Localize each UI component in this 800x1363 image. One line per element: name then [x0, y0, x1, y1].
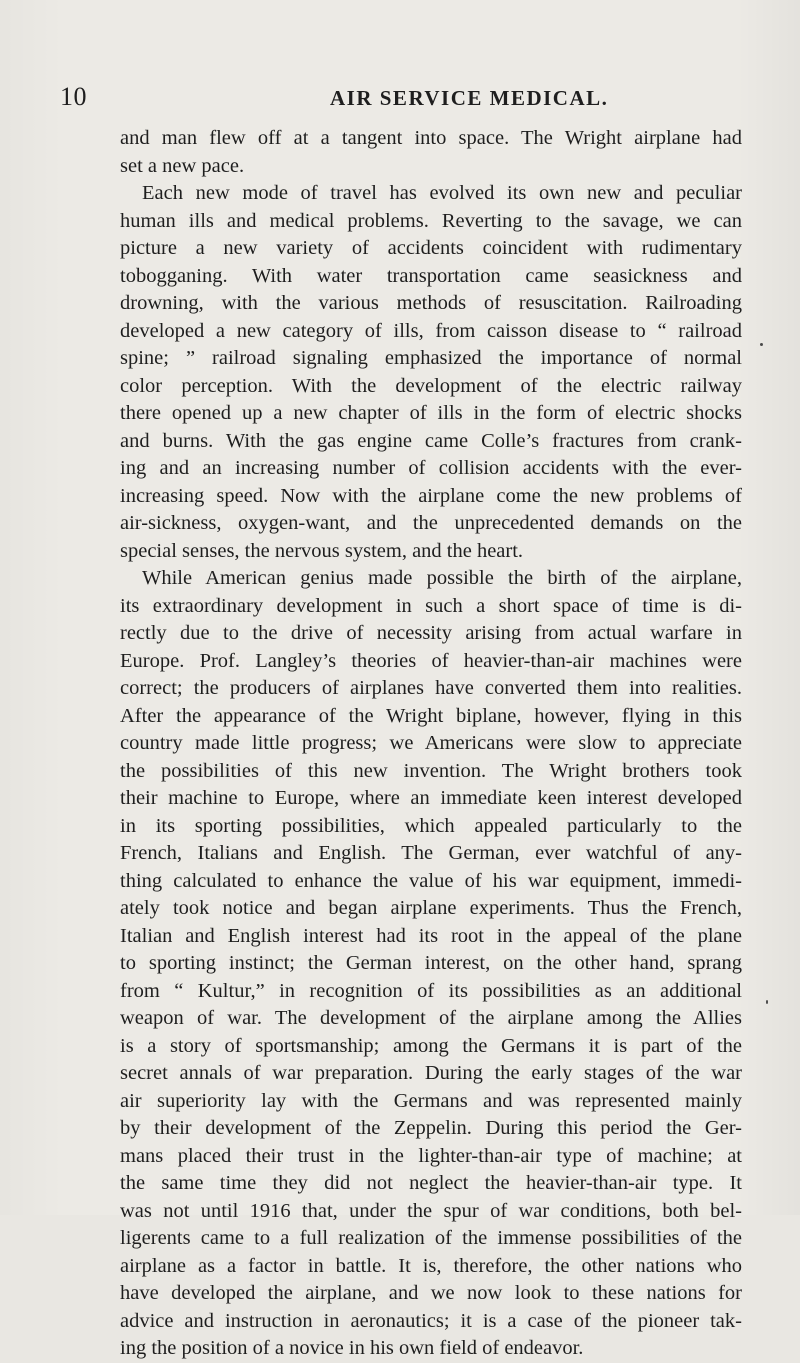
text-line: air superiority lay with the Germans and was represented mainly — [120, 1089, 742, 1112]
running-head: AIR SERVICE MEDICAL. — [330, 86, 609, 110]
body-text — [120, 125, 742, 1363]
paper-speck — [766, 1000, 768, 1004]
text-line: mans placed their trust in the lighter-than-air type of machine; at — [120, 1144, 742, 1167]
text-line: drowning, with the various methods of resuscitation. Railroading — [120, 292, 742, 314]
text-line: is a story of sportsmanship; among the Germans it is part of the — [120, 1034, 742, 1057]
text-line: the possibilities of this new invention. The Wright brothers took — [120, 759, 742, 782]
text-line: ing the position of a novice in his own field of endeavor. — [120, 1337, 584, 1359]
text-line: Each new mode of travel has evolved its own new and peculiar — [142, 182, 742, 204]
text-line: While American genius made possible the birth of the airplane, — [142, 567, 742, 589]
text-line: the same time they did not neglect the heavier-than-air type. It — [120, 1172, 742, 1194]
text-line: increasing speed. Now with the airplane come the new problems of — [120, 484, 742, 507]
paper-speck — [760, 343, 763, 346]
text-line: Italian and English interest had its root in the appeal of the plane — [120, 924, 742, 947]
page-number: 10 — [60, 82, 87, 111]
text-line: advice and instruction in aeronautics; it is a case of the pioneer tak- — [120, 1309, 742, 1332]
text-line: French, Italians and English. The German, ever watchful of any- — [120, 842, 742, 864]
text-line: have developed the airplane, and we now look to these nations for — [120, 1282, 742, 1304]
text-line: human ills and medical problems. Reverting to the savage, we can — [120, 209, 742, 232]
text-line: tobogganing. With water transportation came seasickness and — [120, 264, 742, 287]
text-line: in its sporting possibilities, which appealed particularly to the — [120, 814, 742, 837]
text-line: ligerents came to a full realization of the immense possibilities of the — [120, 1227, 742, 1249]
text-line: Europe. Prof. Langley’s theories of heavier-than-air machines were — [120, 649, 742, 672]
text-line: was not until 1916 that, under the spur of war conditions, both bel- — [120, 1199, 742, 1222]
text-line: developed a new category of ills, from caisson disease to “ railroad — [120, 319, 742, 342]
text-line: its extraordinary development in such a short space of time is di- — [120, 594, 742, 617]
text-line: secret annals of war preparation. During the early stages of the war — [120, 1062, 742, 1084]
text-line: there opened up a new chapter of ills in the form of electric shocks — [120, 402, 742, 424]
text-line: air-sickness, oxygen-want, and the unprecedented demands on the — [120, 512, 742, 534]
text-line: special senses, the nervous system, and the heart. — [120, 539, 524, 562]
text-line: After the appearance of the Wright biplane, however, flying in this — [120, 704, 742, 727]
text-line: thing calculated to enhance the value of his war equipment, immedi- — [120, 869, 742, 892]
text-line: by their development of the Zeppelin. During this period the Ger- — [120, 1117, 742, 1139]
text-line: set a new pace. — [120, 154, 245, 177]
text-line: to sporting instinct; the German interest, on the other hand, sprang — [120, 952, 742, 974]
text-line: country made little progress; we Americans were slow to appreciate — [120, 732, 742, 754]
text-line: color perception. With the development of the electric railway — [120, 374, 742, 397]
text-line: airplane as a factor in battle. It is, therefore, the other nations who — [120, 1254, 742, 1277]
text-line: correct; the producers of airplanes have converted them into realities. — [120, 677, 742, 699]
text-line: picture a new variety of accidents coincident with rudimentary — [120, 237, 742, 259]
text-line: from “ Kultur,” in recognition of its possibilities as an additional — [120, 979, 742, 1002]
text-line: ately took notice and began airplane experiments. Thus the French, — [120, 897, 742, 919]
text-line: spine; ” railroad signaling emphasized the importance of normal — [120, 347, 742, 369]
text-line: weapon of war. The development of the airplane among the Allies — [120, 1007, 742, 1029]
text-line: rectly due to the drive of necessity arising from actual warfare in — [120, 622, 742, 644]
text-line: and burns. With the gas engine came Colle’s fractures from crank- — [120, 429, 742, 452]
text-line: their machine to Europe, where an immediate keen interest developed — [120, 787, 742, 809]
text-line: ing and an increasing number of collision accidents with the ever- — [120, 457, 742, 479]
text-line: and man flew off at a tangent into space. The Wright airplane had — [120, 127, 742, 149]
page-header — [60, 82, 740, 112]
